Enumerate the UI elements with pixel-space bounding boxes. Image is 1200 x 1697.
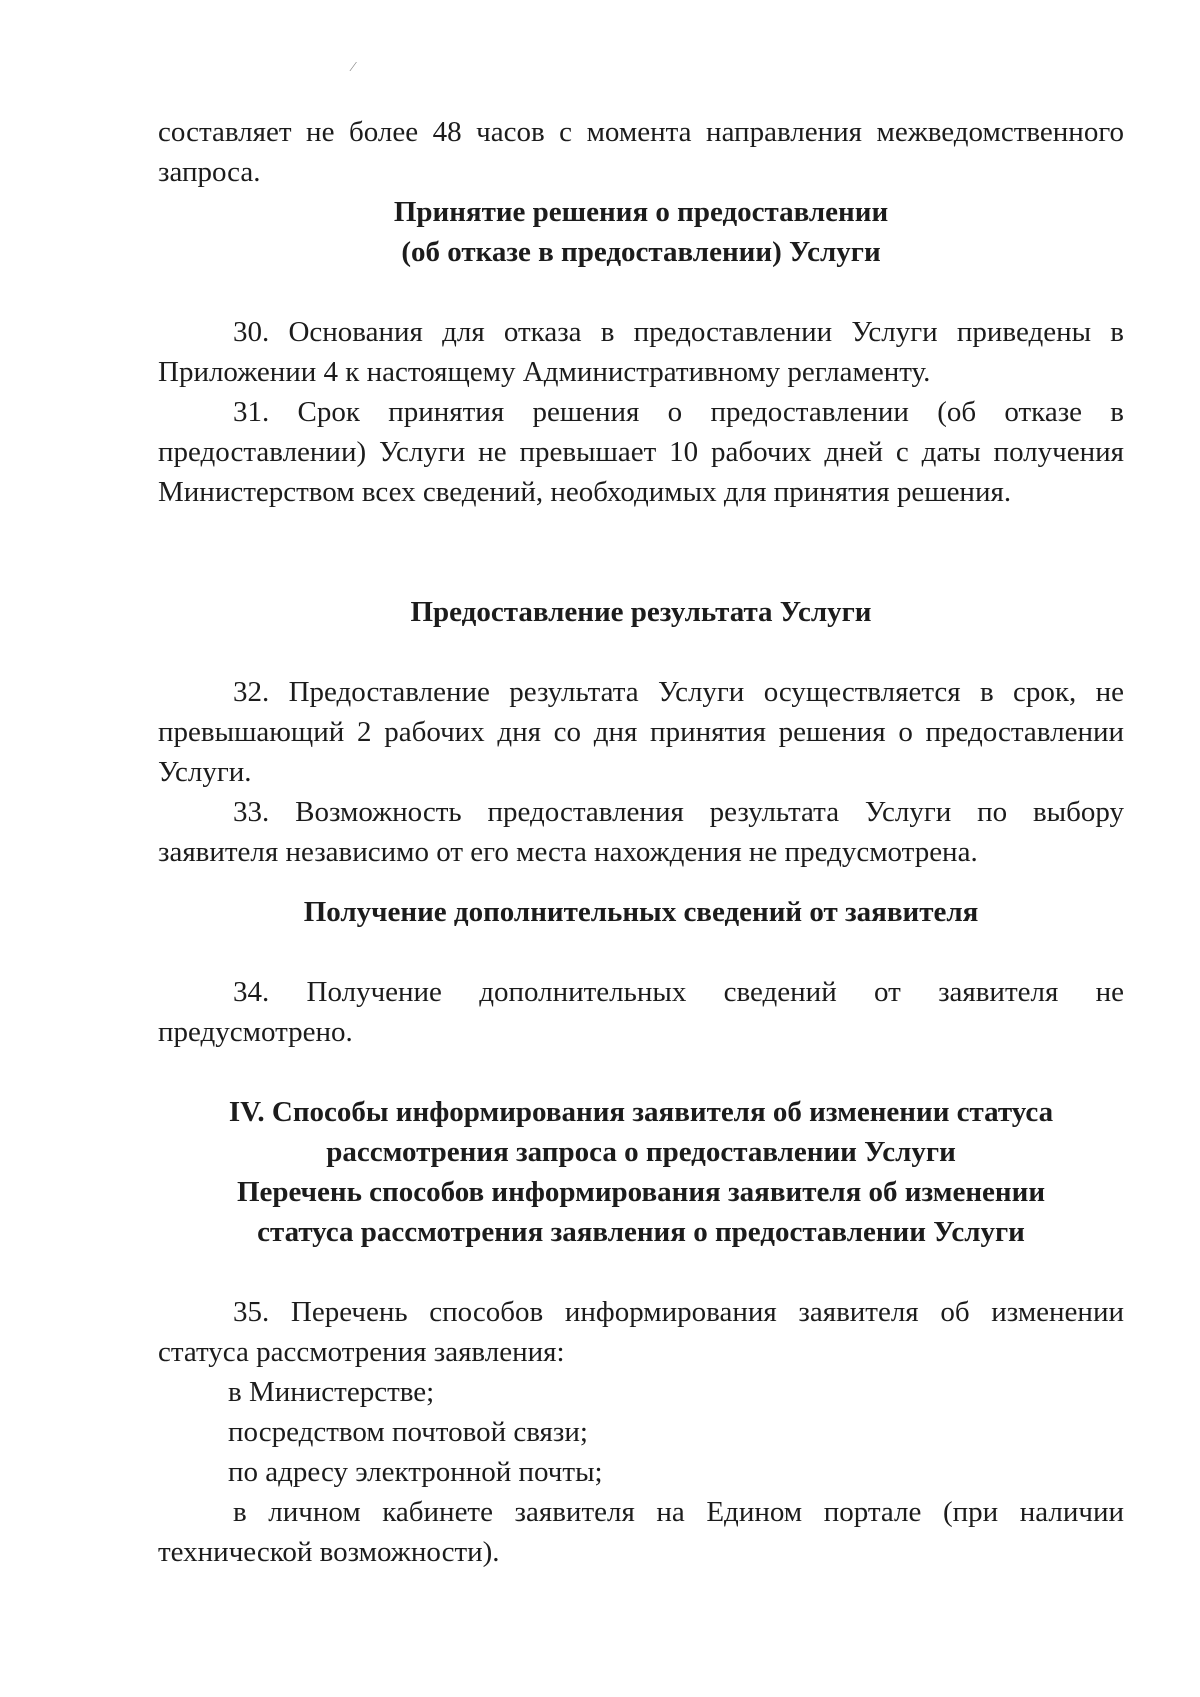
paragraph-33: 33. Возможность предоставления результата Услуги по выбору заявителя независимо от его места нахождения не предусмотрена. (158, 796, 1124, 868)
additional-body (158, 972, 1124, 1052)
paragraph-32: 32. Предоставление результата Услуги осуществляется в срок, не превышающий 2 рабочих дня со дня принятия решения о предоставлении Услуги. (158, 676, 1124, 788)
intro-paragraph: составляет не более 48 часов с момента направления межведомственного запроса. (158, 116, 1124, 188)
decision-body (158, 312, 1124, 512)
section-iv-body (158, 1292, 1124, 1572)
section-iv-heading-line2: рассмотрения запроса о предоставлении Услуги (326, 1136, 956, 1168)
list-item: в Министерстве; (228, 1376, 435, 1408)
paragraph-31: 31. Срок принятия решения о предоставлении (об отказе в предоставлении) Услуги не превышает 10 рабочих дней с даты получения Министерством всех сведений, необходимых для принятия решения. (158, 396, 1124, 508)
scan-mark: ⁄ (352, 60, 355, 75)
section-iv-heading-line3: Перечень способов информирования заявителя об изменении (236, 1176, 1046, 1208)
result-heading: Предоставление результата Услуги (410, 596, 872, 628)
intro-block (158, 112, 1124, 192)
paragraph-30: 30. Основания для отказа в предоставлении Услуги приведены в Приложении 4 к настоящему Административному регламенту. (158, 316, 1124, 388)
additional-heading-block (158, 892, 1124, 932)
list-item: по адресу электронной почты; (228, 1456, 603, 1488)
list-item-last: в личном кабинете заявителя на Едином портале (при наличии технической возможности). (158, 1496, 1124, 1568)
decision-heading-line1: Принятие решения о предоставлении (393, 196, 889, 228)
list-item: посредством почтовой связи; (228, 1416, 588, 1448)
result-body (158, 672, 1124, 872)
result-heading-block (158, 592, 1124, 632)
additional-heading: Получение дополнительных сведений от заявителя (303, 896, 979, 928)
paragraph-35: 35. Перечень способов информирования заявителя об изменении статуса рассмотрения заявления: (158, 1296, 1124, 1368)
section-iv-heading-line4: статуса рассмотрения заявления о предоставлении Услуги (257, 1216, 1025, 1248)
section-iv-heading (158, 1092, 1124, 1252)
decision-heading-line2: (об отказе в предоставлении) Услуги (401, 236, 881, 268)
paragraph-34: 34. Получение дополнительных сведений от заявителя не предусмотрено. (158, 976, 1124, 1048)
section-iv-heading-line1: IV. Способы информирования заявителя об изменении статуса (228, 1096, 1054, 1128)
decision-heading (158, 192, 1124, 272)
